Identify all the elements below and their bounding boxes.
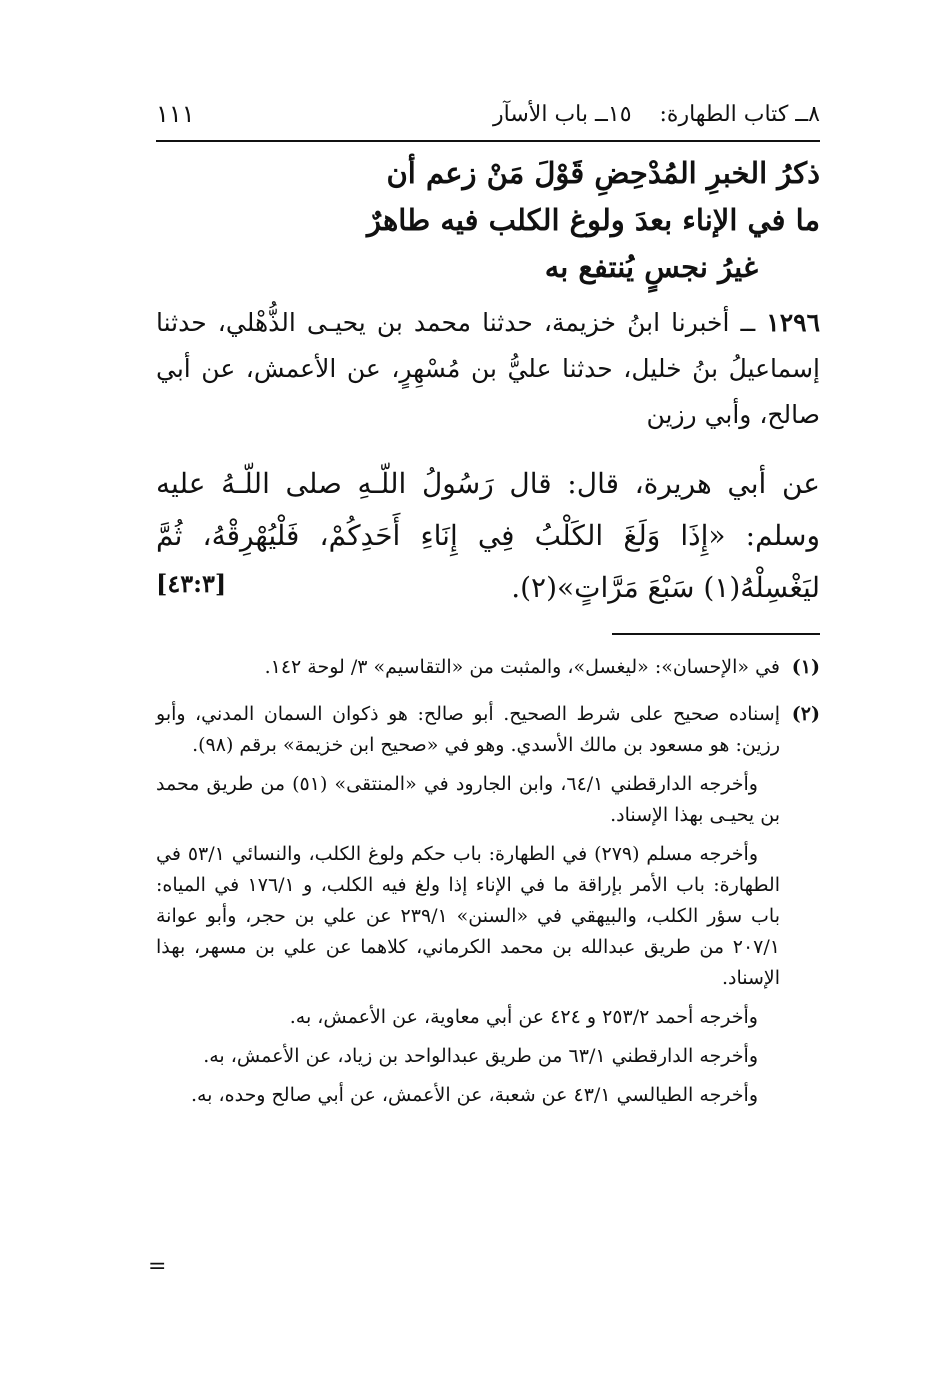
hadith-number: ١٢٩٦ (766, 308, 820, 337)
continuation-mark: = (148, 1254, 167, 1279)
footnote-number: (١) (791, 656, 820, 678)
footnote-1 (156, 652, 820, 691)
footnotes (156, 652, 820, 1127)
chapter-title (200, 150, 820, 291)
footnote-paragraph: وأخرجه مسلم (٢٧٩) في الطهارة: باب حكم ولوغ الكلب، والنسائي ٥٣/١ في الطهارة: باب الأمر بإراقة ما في الإناء إذا ولغ فيه الكلب، و ١٧٦/١ في المياه: باب سؤر الكلب، والبيهقي في «السنن» ٢٣٩/١ عن علي بن حجر، وأبو عوانة ٢٠٧/١ من طريق عبدالله بن محمد الكرماني، كلاهما عن علي بن مسهر، بهذا الإسناد. (156, 843, 780, 989)
page-number: ١١١ (156, 100, 195, 128)
isnad-text: ــ أخبرنا ابنُ خزيمة، حدثنا محمد بن يحيـى الذُّهْلي، حدثنا إسماعيلُ بنُ خليل، حدثنا عليُّ بن مُسْهِرٍ، عن الأعمش، عن أبي صالح، وأبي رزين (156, 308, 820, 429)
footnote-body (156, 652, 780, 691)
chapter-title-line-3: غيرُ نجسٍ يُنتفع به (544, 250, 758, 284)
footnote-2 (156, 699, 820, 1119)
chapter-title-line-2: ما في الإناء بعدَ ولوغ الكلب فيه طاهرٌ (367, 203, 820, 237)
footnote-rule (612, 633, 820, 635)
footnote-paragraph: وأخرجه الطيالسي ٤٣/١ عن شعبة، عن الأعمش، عن أبي صالح وحده، به. (190, 1084, 758, 1106)
hadith-matn (156, 458, 820, 614)
chapter-title-line-1: ذكرُ الخبرِ المُدْحِضِ قَوْلَ مَنْ زعم أن (386, 156, 820, 190)
hadith-isnad (156, 300, 820, 438)
matn-text: عن أبي هريرة، قال: قال رَسُولُ اللّـهِ صلى اللّـهُ عليه وسلم: «إِذَا وَلَغَ الكَلْبُ فِي إِنَاءِ أَحَدِكُمْ، فَلْيُهْرِقْهُ، ثُمَّ ليَغْسِلْهُ(١) سَبْعَ مَرَّاتٍ»(٢). (156, 467, 820, 604)
running-header (156, 92, 820, 136)
footnote-body (156, 699, 780, 1119)
header-chapter-section (493, 102, 820, 127)
header-section: ١٥ــ باب الأسآر (493, 101, 632, 127)
footnote-paragraph: وأخرجه أحمد ٢٥٣/٢ و ٤٢٤ عن أبي معاوية، عن الأعمش، به. (289, 1006, 758, 1028)
footnote-paragraph: إسناده صحيح على شرط الصحيح. أبو صالح: هو ذكوان السمان المدني، وأبو رزين: هو مسعود بن مالك الأسدي. وهو في «صحيح ابن خزيمة» برقم (٩٨). (156, 703, 780, 756)
footnote-paragraph: وأخرجه الدارقطني ٦٤/١، وابن الجارود في «المنتقى» (٥١) من طريق محمد بن يحيـى بهذا الإسناد. (156, 773, 780, 826)
header-rule (156, 140, 820, 142)
footnote-paragraph: وأخرجه الدارقطني ٦٣/١ من طريق عبدالواحد بن زياد، عن الأعمش، به. (203, 1045, 758, 1067)
footnote-paragraph: في «الإحسان»: «ليغسل»، والمثبت من «التقاسيم» ٣/ لوحة ١٤٢. (264, 656, 780, 678)
hadith-reference: [٤٣:٣] (156, 569, 227, 598)
footnote-number: (٢) (791, 703, 820, 725)
header-chapter: ٨ــ كتاب الطهارة: (659, 101, 820, 127)
